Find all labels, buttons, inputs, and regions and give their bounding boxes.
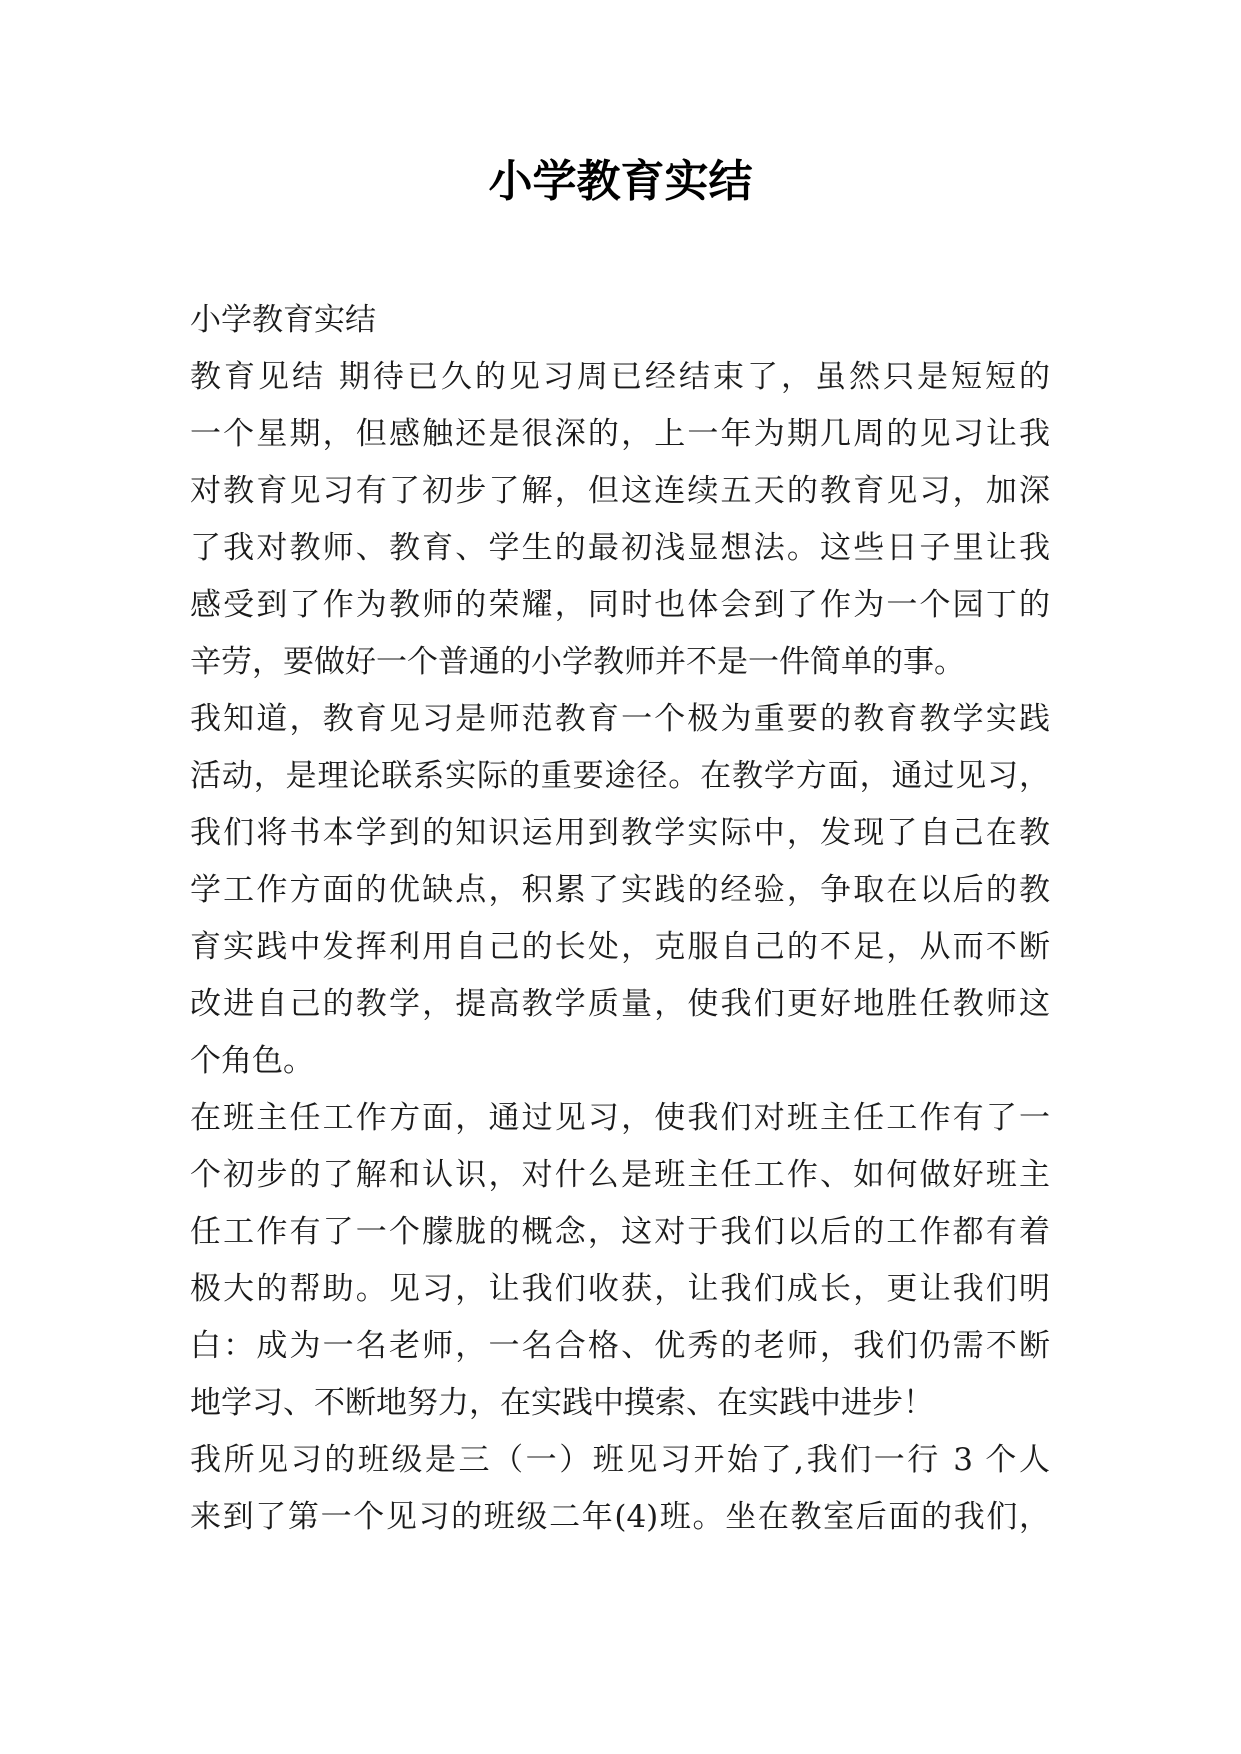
text-line: 育实践中发挥利用自己的长处，克服自己的不足，从而不断 bbox=[190, 929, 1050, 965]
text-line: 白：成为一名老师，一名合格、优秀的老师，我们仍需不断 bbox=[190, 1328, 1050, 1364]
text-line: 个角色。 bbox=[190, 1043, 314, 1079]
text-line: 来到了第一个见习的班级二年(4)班。坐在教室后面的我们， bbox=[190, 1499, 1050, 1535]
document-title: 小学教育实结 bbox=[488, 156, 753, 207]
text-line: 极大的帮助。见习，让我们收获，让我们成长，更让我们明 bbox=[190, 1271, 1050, 1307]
document-body bbox=[190, 292, 1050, 1546]
text-line: 了我对教师、教育、学生的最初浅显想法。这些日子里让我 bbox=[190, 530, 1050, 566]
text-line: 一个星期，但感触还是很深的，上一年为期几周的见习让我 bbox=[190, 416, 1050, 452]
text-line: 个初步的了解和认识，对什么是班主任工作、如何做好班主 bbox=[190, 1157, 1050, 1193]
text-line: 感受到了作为教师的荣耀，同时也体会到了作为一个园丁的 bbox=[190, 587, 1050, 623]
text-line: 我所见习的班级是三（一）班见习开始了,我们一行 3 个人 bbox=[190, 1442, 1050, 1478]
text-line: 活动，是理论联系实际的重要途径。在教学方面，通过见习， bbox=[190, 758, 1050, 794]
text-line: 在班主任工作方面，通过见习，使我们对班主任工作有了一 bbox=[190, 1100, 1050, 1136]
text-line: 小学教育实结 bbox=[190, 302, 376, 338]
text-line: 对教育见习有了初步了解，但这连续五天的教育见习，加深 bbox=[190, 473, 1050, 509]
text-line: 辛劳，要做好一个普通的小学教师并不是一件简单的事。 bbox=[190, 644, 965, 680]
text-line: 学工作方面的优缺点，积累了实践的经验，争取在以后的教 bbox=[190, 872, 1050, 908]
text-line: 任工作有了一个朦胧的概念，这对于我们以后的工作都有着 bbox=[190, 1214, 1050, 1250]
text-line: 地学习、不断地努力，在实践中摸索、在实践中进步！ bbox=[190, 1385, 934, 1421]
text-line: 我知道，教育见习是师范教育一个极为重要的教育教学实践 bbox=[190, 701, 1050, 737]
text-line: 我们将书本学到的知识运用到教学实际中，发现了自己在教 bbox=[190, 815, 1050, 851]
text-line: 改进自己的教学，提高教学质量，使我们更好地胜任教师这 bbox=[190, 986, 1050, 1022]
text-line: 教育见结 期待已久的见习周已经结束了，虽然只是短短的 bbox=[190, 359, 1050, 395]
